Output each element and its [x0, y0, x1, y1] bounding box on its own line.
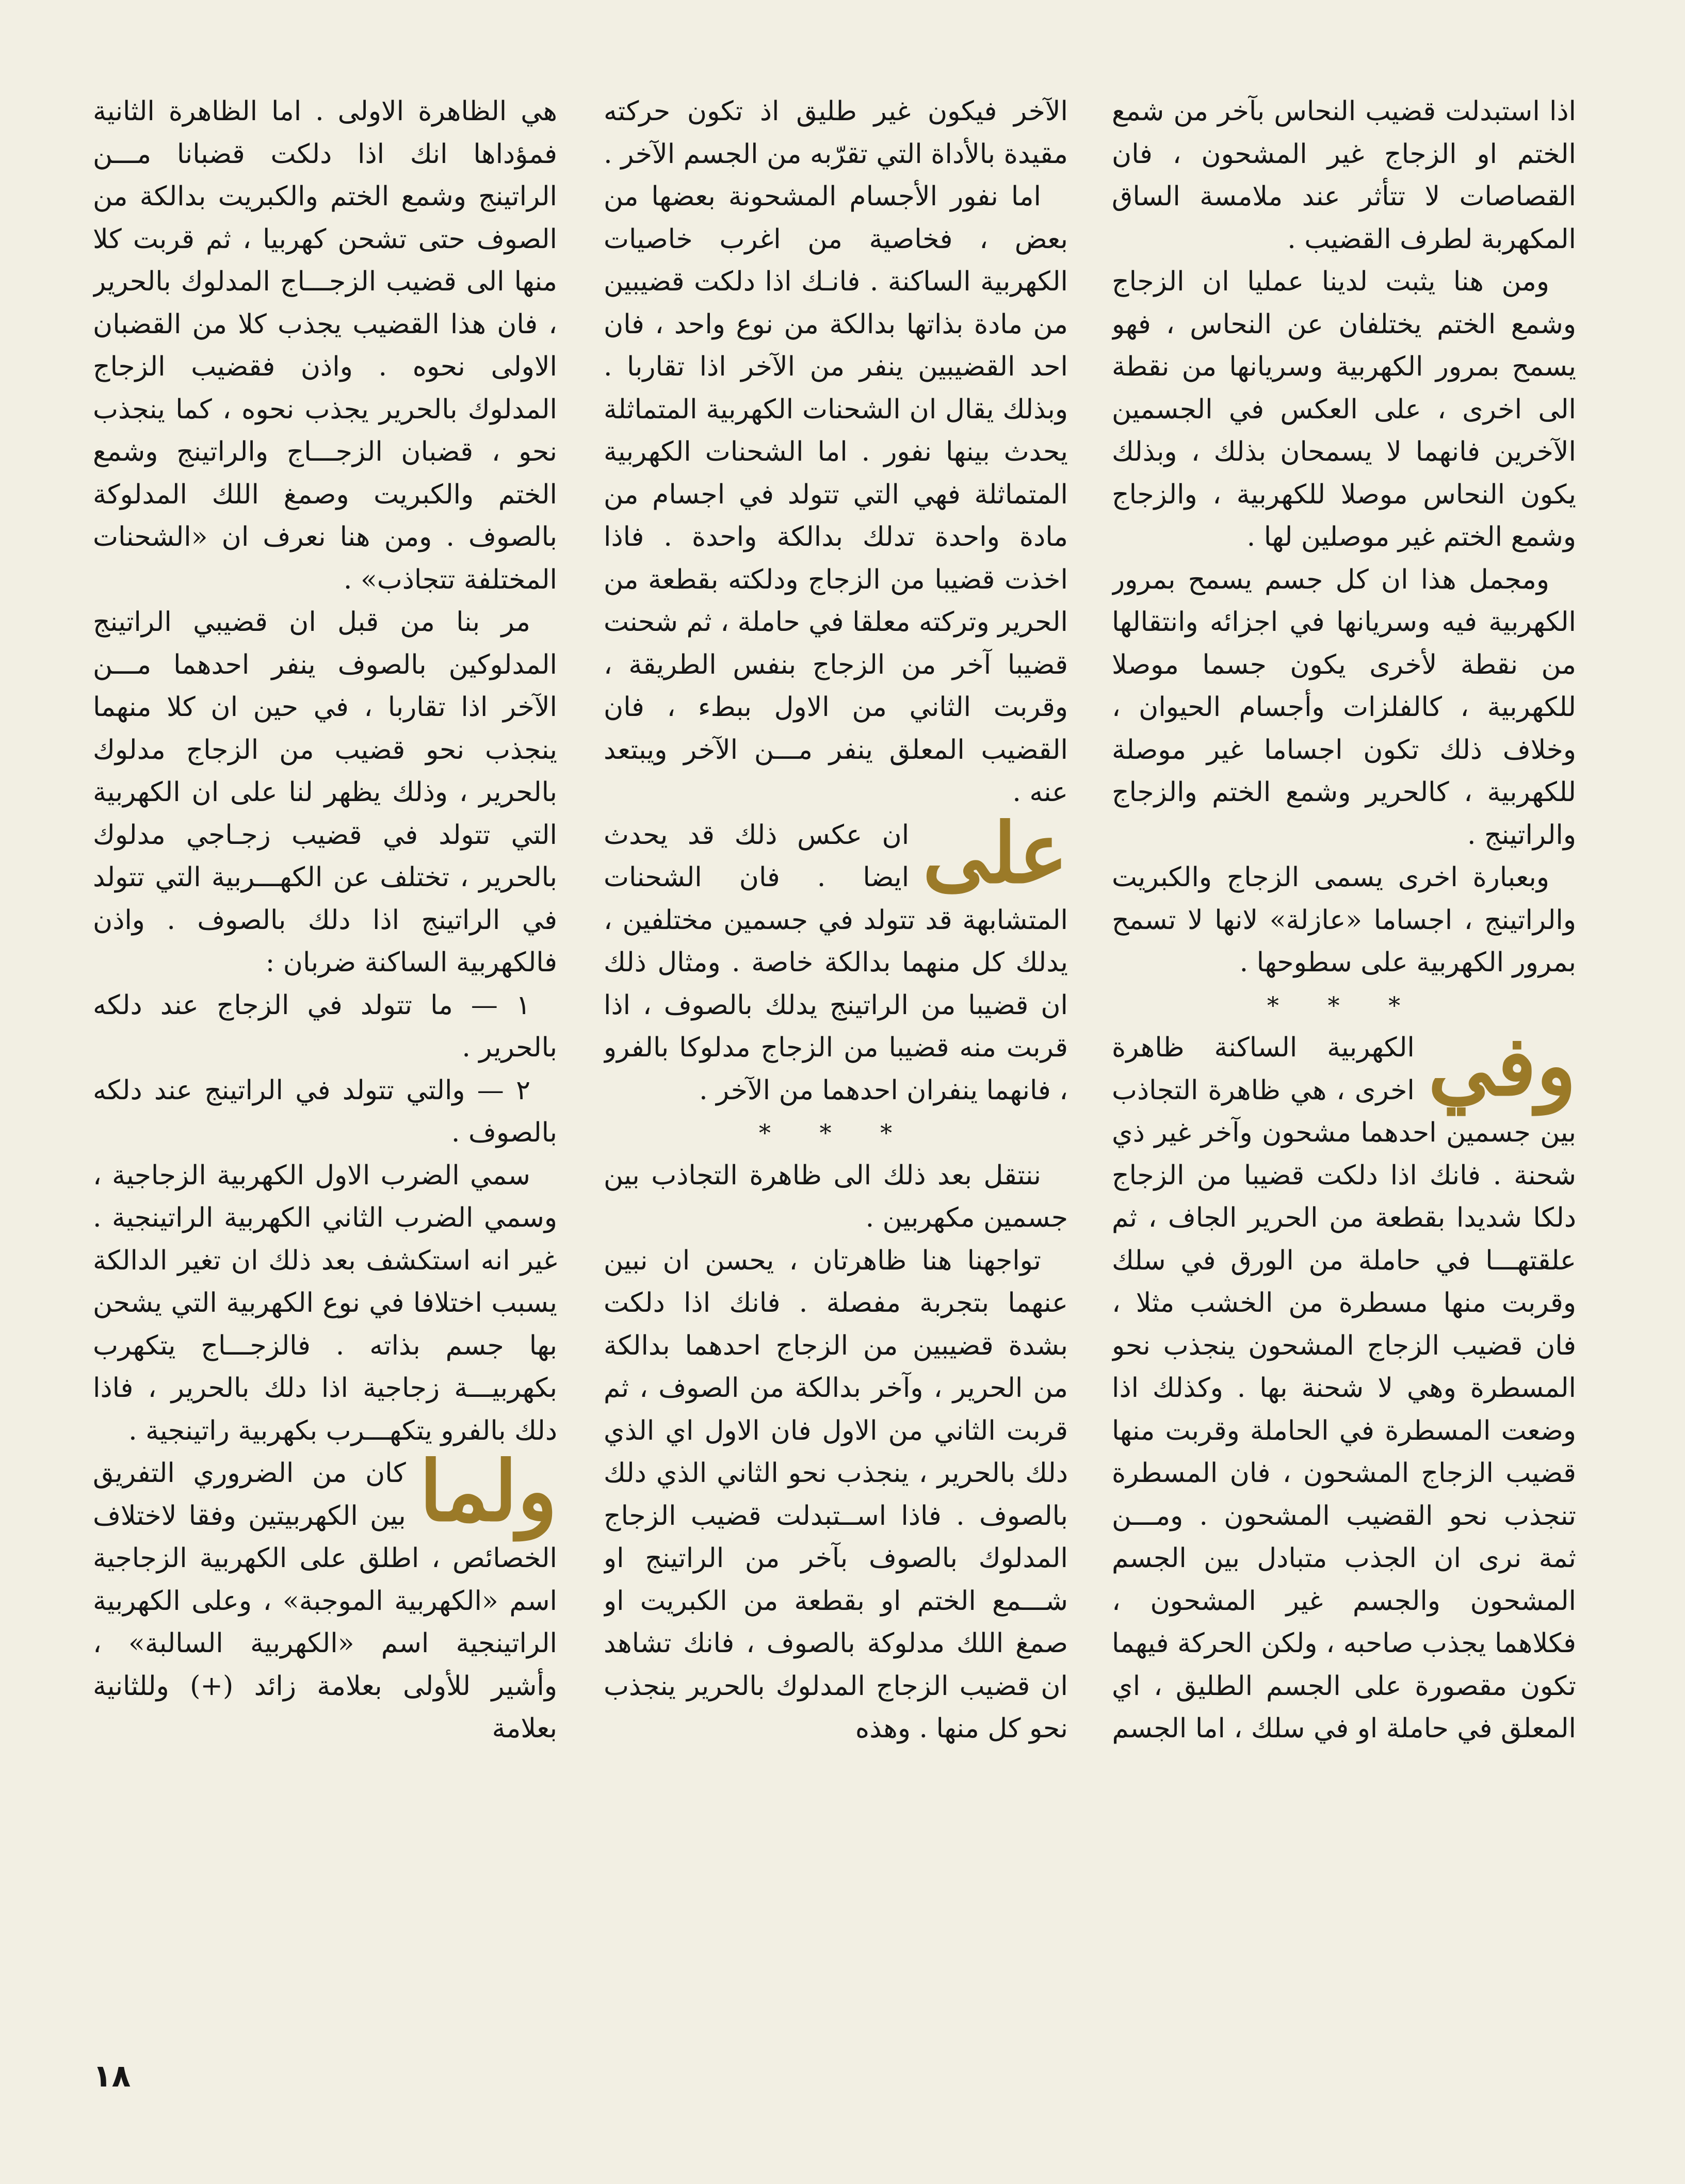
text-column-left [93, 90, 557, 2040]
paragraph-text: الكهربية الساكنة ظاهرة اخرى ، هي ظاهرة التجاذب بين جسمين احدهما مشحون وآخر غير ذي شحنة . فانك اذا دلكت قضيبا من الزجاج دلكا شديدا بقطعة من الحرير الجاف ، ثم علقتهـــا في حاملة من الورق في سلك وقربت منها مسطرة من الخشب مثلا ، فان قضيب الزجاج المشحون ينجذب نحو المسطرة وهي لا شحنة بها . وكذلك اذا وضعت المسطرة في الحاملة وقربت منها قضيب الزجاج المشحون ، فان المسطرة تنجذب نحو القضيب المشحون . ومـــن ثمة نرى ان الجذب متبادل بين الجسم المشحون والجسم غير المشحون ، فكلاهما يجذب صاحبه ، ولكن الحركة فيهما تكون مقصورة على الجسم الطليق ، اي المعلق في حاملة او في سلك ، اما الجسم [1112, 1032, 1576, 1744]
list-item: ٢ — والتي تتولد في الراتينج عند دلكه بالصوف . [93, 1074, 557, 1148]
list-item: ١ — ما تتولد في الزجاج عند دلكه بالحرير . [93, 989, 557, 1063]
drop-cap: على [922, 804, 1068, 902]
page-number: ١٨ [93, 2058, 131, 2094]
paragraph-text: كان من الضروري التفريق بين الكهربيتين وفقا لاختلاف الخصائص ، اطلق على الكهربية الزجاجية اسم «الكهربية الموجبة» ، وعلى الكهربية الراتينجية اسم «الكهربية السالبة» ، وأشير للأولى بعلامة زائد (+) وللثانية بعلامة [93, 1458, 557, 1744]
drop-cap: وفي [1428, 1017, 1576, 1114]
paragraph [1112, 1017, 1576, 1750]
paragraph: تواجهنا هنا ظاهرتان ، يحسن ان نبين عنهما بتجربة مفصلة . فانك اذا دلكت بشدة قضيبين من الزجاج احدهما بدالكة من الحرير ، وآخر بدالكة من الصوف ، ثم قربت الثاني من الاول فان الاول اي الذي دلك بالحرير ، ينجذب نحو الثاني الذي دلك بالصوف . فاذا اســتبدلت قضيب الزجاج المدلوك بالصوف بآخر من الراتينج او شـــمع الختم او بقطعة من الكبريت او صمغ اللك مدلوكة بالصوف ، فانك تشاهد ان قضيب الزجاج المدلوك بالحرير ينجذب نحو كل منها . وهذه [604, 1245, 1068, 1744]
paragraph: اذا استبدلت قضيب النحاس بآخر من شمع الختم او الزجاج غير المشحون ، فان القصاصات لا تتأثر عند ملامسة الساق المكهربة لطرف القضيب . [1112, 96, 1576, 255]
paragraph: ننتقل بعد ذلك الى ظاهرة التجاذب بين جسمين مكهربين . [604, 1160, 1068, 1233]
paragraph: مر بنا من قبل ان قضيبي الراتينج المدلوكين بالصوف ينفر احدهما مـــن الآخر اذا تقاربا ، في حين ان كلا منهما ينجذب نحو قضيب من الزجاج مدلوك بالحرير ، وذلك يظهر لنا على ان الكهربية التي تتولد في قضيب زجـاجي مدلوك بالحرير ، تختلف عن الكهـــربية التي تتولد في الراتينج اذا دلك بالصوف . واذن فالكهربية الساكنة ضربان : [93, 607, 557, 978]
section-separator: * * * [1267, 991, 1421, 1019]
paragraph-text: ان عكس ذلك قد يحدث ايضا . فان الشحنات المتشابهة قد تتولد في جسمين مختلفين ، يدلك كل منهما بدالكة خاصة . ومثال ذلك ان قضيبا من الراتينج يدلك بالصوف ، اذا قربت منه قضيبا من الزجاج مدلوكا بالفرو ، فانهما ينفران احدهما من الآخر . [604, 819, 1068, 1106]
text-column-middle [604, 90, 1068, 2040]
paragraph: ومن هنا يثبت لدينا عمليا ان الزجاج وشمع الختم يختلفان عن النحاس ، فهو يسمح بمرور الكهربية وسريانها من نقطة الى اخرى ، على العكس في الجسمين الآخرين فانهما لا يسمحان بذلك ، وبذلك يكون النحاس موصلا للكهربية ، والزجاج وشمع الختم غير موصلين لها . [1112, 266, 1576, 552]
paragraph [604, 804, 1068, 1112]
paragraph: سمي الضرب الاول الكهربية الزجاجية ، وسمي الضرب الثاني الكهربية الراتينجية . غير انه استكشف بعد ذلك ان تغير الدالكة يسبب اختلافا في نوع الكهربية التي يشحن بها جسم بذاته . فالزجـــاج يتكهرب بكهربيـــة زجاجية اذا دلك بالحرير ، فاذا دلك بالفرو يتكهـــرب بكهربية راتينجية . [93, 1160, 557, 1446]
paragraph: اما نفور الأجسام المشحونة بعضها من بعض ، فخاصية من اغرب خاصيات الكهربية الساكنة . فانـك اذا دلكت قضيبين من مادة بذاتها بدالكة من نوع واحد ، فان احد القضيبين ينفر من الآخر اذا تقاربا . وبذلك يقال ان الشحنات الكهربية المتماثلة يحدث بينها نفور . اما الشحنات الكهربية المتماثلة فهي التي تتولد في اجسام من مادة واحدة تدلك بدالكة واحدة . فاذا اخذت قضيبا من الزجاج ودلكته بقطعة من الحرير وتركته معلقا في حاملة ، ثم شحنت قضيبا آخر من الزجاج بنفس الطريقة ، وقربت الثاني من الاول ببطء ، فان القضيب المعلق ينفر مـــن الآخر ويبتعد عنه . [604, 181, 1068, 808]
paragraph: الآخر فيكون غير طليق اذ تكون حركته مقيدة بالأداة التي تقرّبه من الجسم الآخر . [604, 96, 1068, 170]
text-column-right [1112, 90, 1576, 2040]
section-separator: * * * [758, 1119, 913, 1147]
paragraph: وبعبارة اخرى يسمى الزجاج والكبريت والراتينج ، اجساما «عازلة» لانها لا تسمح بمرور الكهربية على سطوحها . [1112, 862, 1576, 978]
drop-cap: ولما [419, 1443, 557, 1540]
paragraph [93, 1443, 557, 1750]
paragraph: ومجمل هذا ان كل جسم يسمح بمرور الكهربية فيه وسريانها في اجزائه وانتقالها من نقطة لأخرى يكون جسما موصلا للكهربية ، كالفلزات وأجسام الحيوان ، وخلاف ذلك تكون اجساما غير موصلة للكهربية ، كالحرير وشمع الختم والزجاج والراتينج . [1112, 564, 1576, 851]
paragraph: هي الظاهرة الاولى . اما الظاهرة الثانية فمؤداها انك اذا دلكت قضبانا مـــن الراتينج وشمع الختم والكبريت بدالكة من الصوف حتى تشحن كهربيا ، ثم قربت كلا منها الى قضيب الزجـــاج المدلوك بالحرير ، فان هذا القضيب يجذب كلا من القضبان الاولى نحوه . واذن فقضيب الزجاج المدلوك بالحرير يجذب نحوه ، كما ينجذب نحو ، قضبان الزجـــاج والراتينج وشمع الختم والكبريت وصمغ اللك المدلوكة بالصوف . ومن هنا نعرف ان «الشحنات المختلفة تتجاذب» . [93, 96, 557, 595]
